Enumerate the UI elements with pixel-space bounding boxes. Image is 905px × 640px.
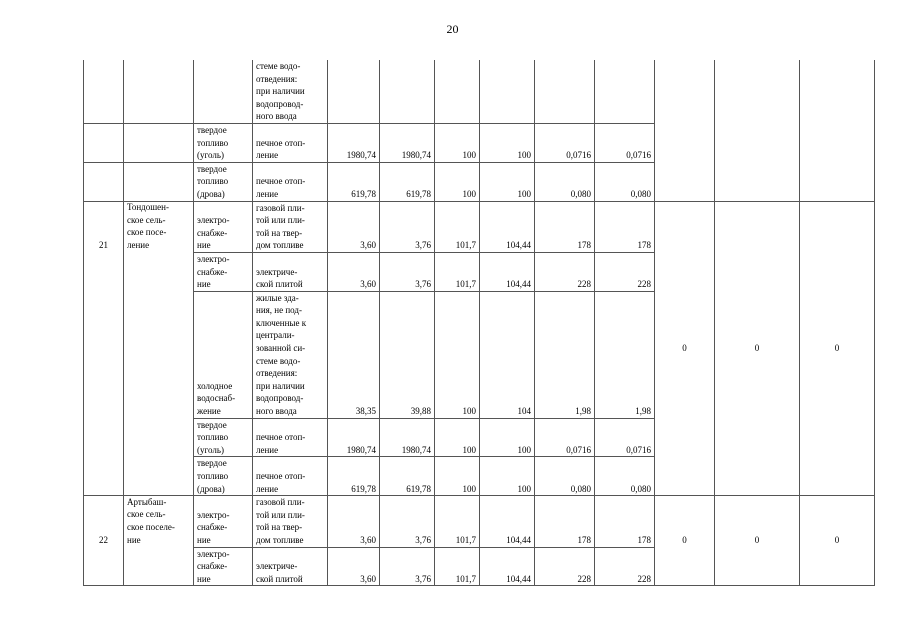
cell-category: печное отоп- ление: [253, 123, 328, 162]
cell-v1: 3,60: [328, 252, 380, 291]
cell-service: электро- снабже- ние: [194, 252, 253, 291]
cell-service: твердое топливо (уголь): [194, 418, 253, 457]
tariff-table: [83, 60, 875, 586]
row-number: 22: [99, 534, 108, 545]
cell-v3: 100: [435, 123, 480, 162]
cell-tail-c-cont: [800, 60, 875, 201]
cell-service: твердое топливо (дрова): [194, 457, 253, 496]
cell-v5: 0,080: [535, 162, 595, 201]
cell-v5: 0,0716: [535, 418, 595, 457]
cell-tail-a: 0: [655, 496, 715, 586]
cell-v3: 101,7: [435, 252, 480, 291]
cell-tail-b-cont: [715, 60, 800, 201]
cell-v2: 3,76: [380, 496, 435, 547]
cell-v3: 101,7: [435, 496, 480, 547]
cell-v3: 100: [435, 291, 480, 418]
cell-tail-a-cont: [655, 60, 715, 201]
table-row: [84, 496, 875, 547]
cell-v2: 1980,74: [380, 418, 435, 457]
cell-settlement: [124, 162, 194, 201]
cell-v6: 0,0716: [595, 123, 655, 162]
cell-v2: 1980,74: [380, 123, 435, 162]
cell-category: стеме водо- отведения: при наличии водопровод- ного ввода: [253, 60, 328, 123]
settlement-name: Тондошен- ское сель- ское посе- ление: [127, 202, 169, 250]
cell-tail-a: 0: [655, 201, 715, 496]
cell-num: [84, 162, 124, 201]
cell-v4: 100: [480, 457, 535, 496]
tariff-table-wrapper: [83, 60, 875, 586]
cell-v1: 1980,74: [328, 123, 380, 162]
cell-tail-b: 0: [715, 496, 800, 586]
cell-settlement-21: [124, 201, 194, 496]
cell-settlement-22: [124, 496, 194, 586]
cell-service: холодное водоснаб- жение: [194, 291, 253, 418]
cell-v1: 3,60: [328, 201, 380, 252]
cell-category: электриче- ской плитой: [253, 252, 328, 291]
cell-tail-b: 0: [715, 201, 800, 496]
cell-v2: 619,78: [380, 162, 435, 201]
cell-tail-c: 0: [800, 496, 875, 586]
cell-v4: 100: [480, 162, 535, 201]
cell-settlement: [124, 60, 194, 123]
cell-v2: 619,78: [380, 457, 435, 496]
cell-tail-c: 0: [800, 201, 875, 496]
cell-v6: 178: [595, 496, 655, 547]
cell-v6: 228: [595, 547, 655, 586]
cell-v5: 0,0716: [535, 123, 595, 162]
cell-v6: 1,98: [595, 291, 655, 418]
cell-v1: 619,78: [328, 162, 380, 201]
cell-v3: 100: [435, 162, 480, 201]
cell-v3: 100: [435, 457, 480, 496]
cell-category: электриче- ской плитой: [253, 547, 328, 586]
cell-v3: 101,7: [435, 547, 480, 586]
cell-v5: 178: [535, 201, 595, 252]
cell-v6: 0,0716: [595, 418, 655, 457]
settlement-name: Артыбаш- ское сель- ское поселе- ние: [127, 496, 175, 545]
cell-v4: 104,44: [480, 201, 535, 252]
cell-category: жилые зда- ния, не под- ключенные к централи- зованной си- стеме водо- отведения: при наличии водопровод- ного ввода: [253, 291, 328, 418]
cell-v2: 3,76: [380, 201, 435, 252]
cell-v1: 3,60: [328, 547, 380, 586]
cell-v5: [535, 60, 595, 123]
page-number: 20: [446, 22, 459, 36]
cell-v2: [380, 60, 435, 123]
cell-service: твердое топливо (дрова): [194, 162, 253, 201]
cell-service: электро- снабже- ние: [194, 496, 253, 547]
cell-category: газовой пли- той или пли- той на твер- дом топливе: [253, 496, 328, 547]
cell-v4: 104,44: [480, 496, 535, 547]
cell-category: газовой пли- той или пли- той на твер- дом топливе: [253, 201, 328, 252]
cell-num: [84, 123, 124, 162]
cell-category: печное отоп- ление: [253, 162, 328, 201]
cell-v6: 0,080: [595, 162, 655, 201]
cell-v1: 619,78: [328, 457, 380, 496]
cell-v4: 104: [480, 291, 535, 418]
cell-service: электро- снабже- ние: [194, 201, 253, 252]
cell-v3: [435, 60, 480, 123]
cell-v3: 100: [435, 418, 480, 457]
cell-service: твердое топливо (уголь): [194, 123, 253, 162]
cell-v1: 3,60: [328, 496, 380, 547]
cell-num-22: [84, 496, 124, 586]
cell-v2: 39,88: [380, 291, 435, 418]
cell-service: электро- снабже- ние: [194, 547, 253, 586]
cell-v4: 100: [480, 418, 535, 457]
cell-v1: 38,35: [328, 291, 380, 418]
cell-num: [84, 60, 124, 123]
cell-v4: 104,44: [480, 252, 535, 291]
cell-v5: 228: [535, 547, 595, 586]
cell-v1: [328, 60, 380, 123]
cell-service: [194, 60, 253, 123]
cell-v2: 3,76: [380, 547, 435, 586]
cell-v3: 101,7: [435, 201, 480, 252]
cell-num-21: [84, 201, 124, 496]
cell-v1: 1980,74: [328, 418, 380, 457]
cell-v4: 104,44: [480, 547, 535, 586]
cell-v4: [480, 60, 535, 123]
cell-v6: [595, 60, 655, 123]
table-row: [84, 60, 875, 123]
cell-v5: 228: [535, 252, 595, 291]
cell-v6: 228: [595, 252, 655, 291]
table-row: [84, 201, 875, 252]
cell-v5: 0,080: [535, 457, 595, 496]
cell-v6: 0,080: [595, 457, 655, 496]
cell-v5: 1,98: [535, 291, 595, 418]
row-number: 21: [99, 239, 108, 250]
cell-category: печное отоп- ление: [253, 457, 328, 496]
cell-v6: 178: [595, 201, 655, 252]
cell-v4: 100: [480, 123, 535, 162]
cell-category: печное отоп- ление: [253, 418, 328, 457]
cell-v5: 178: [535, 496, 595, 547]
cell-v2: 3,76: [380, 252, 435, 291]
cell-settlement: [124, 123, 194, 162]
